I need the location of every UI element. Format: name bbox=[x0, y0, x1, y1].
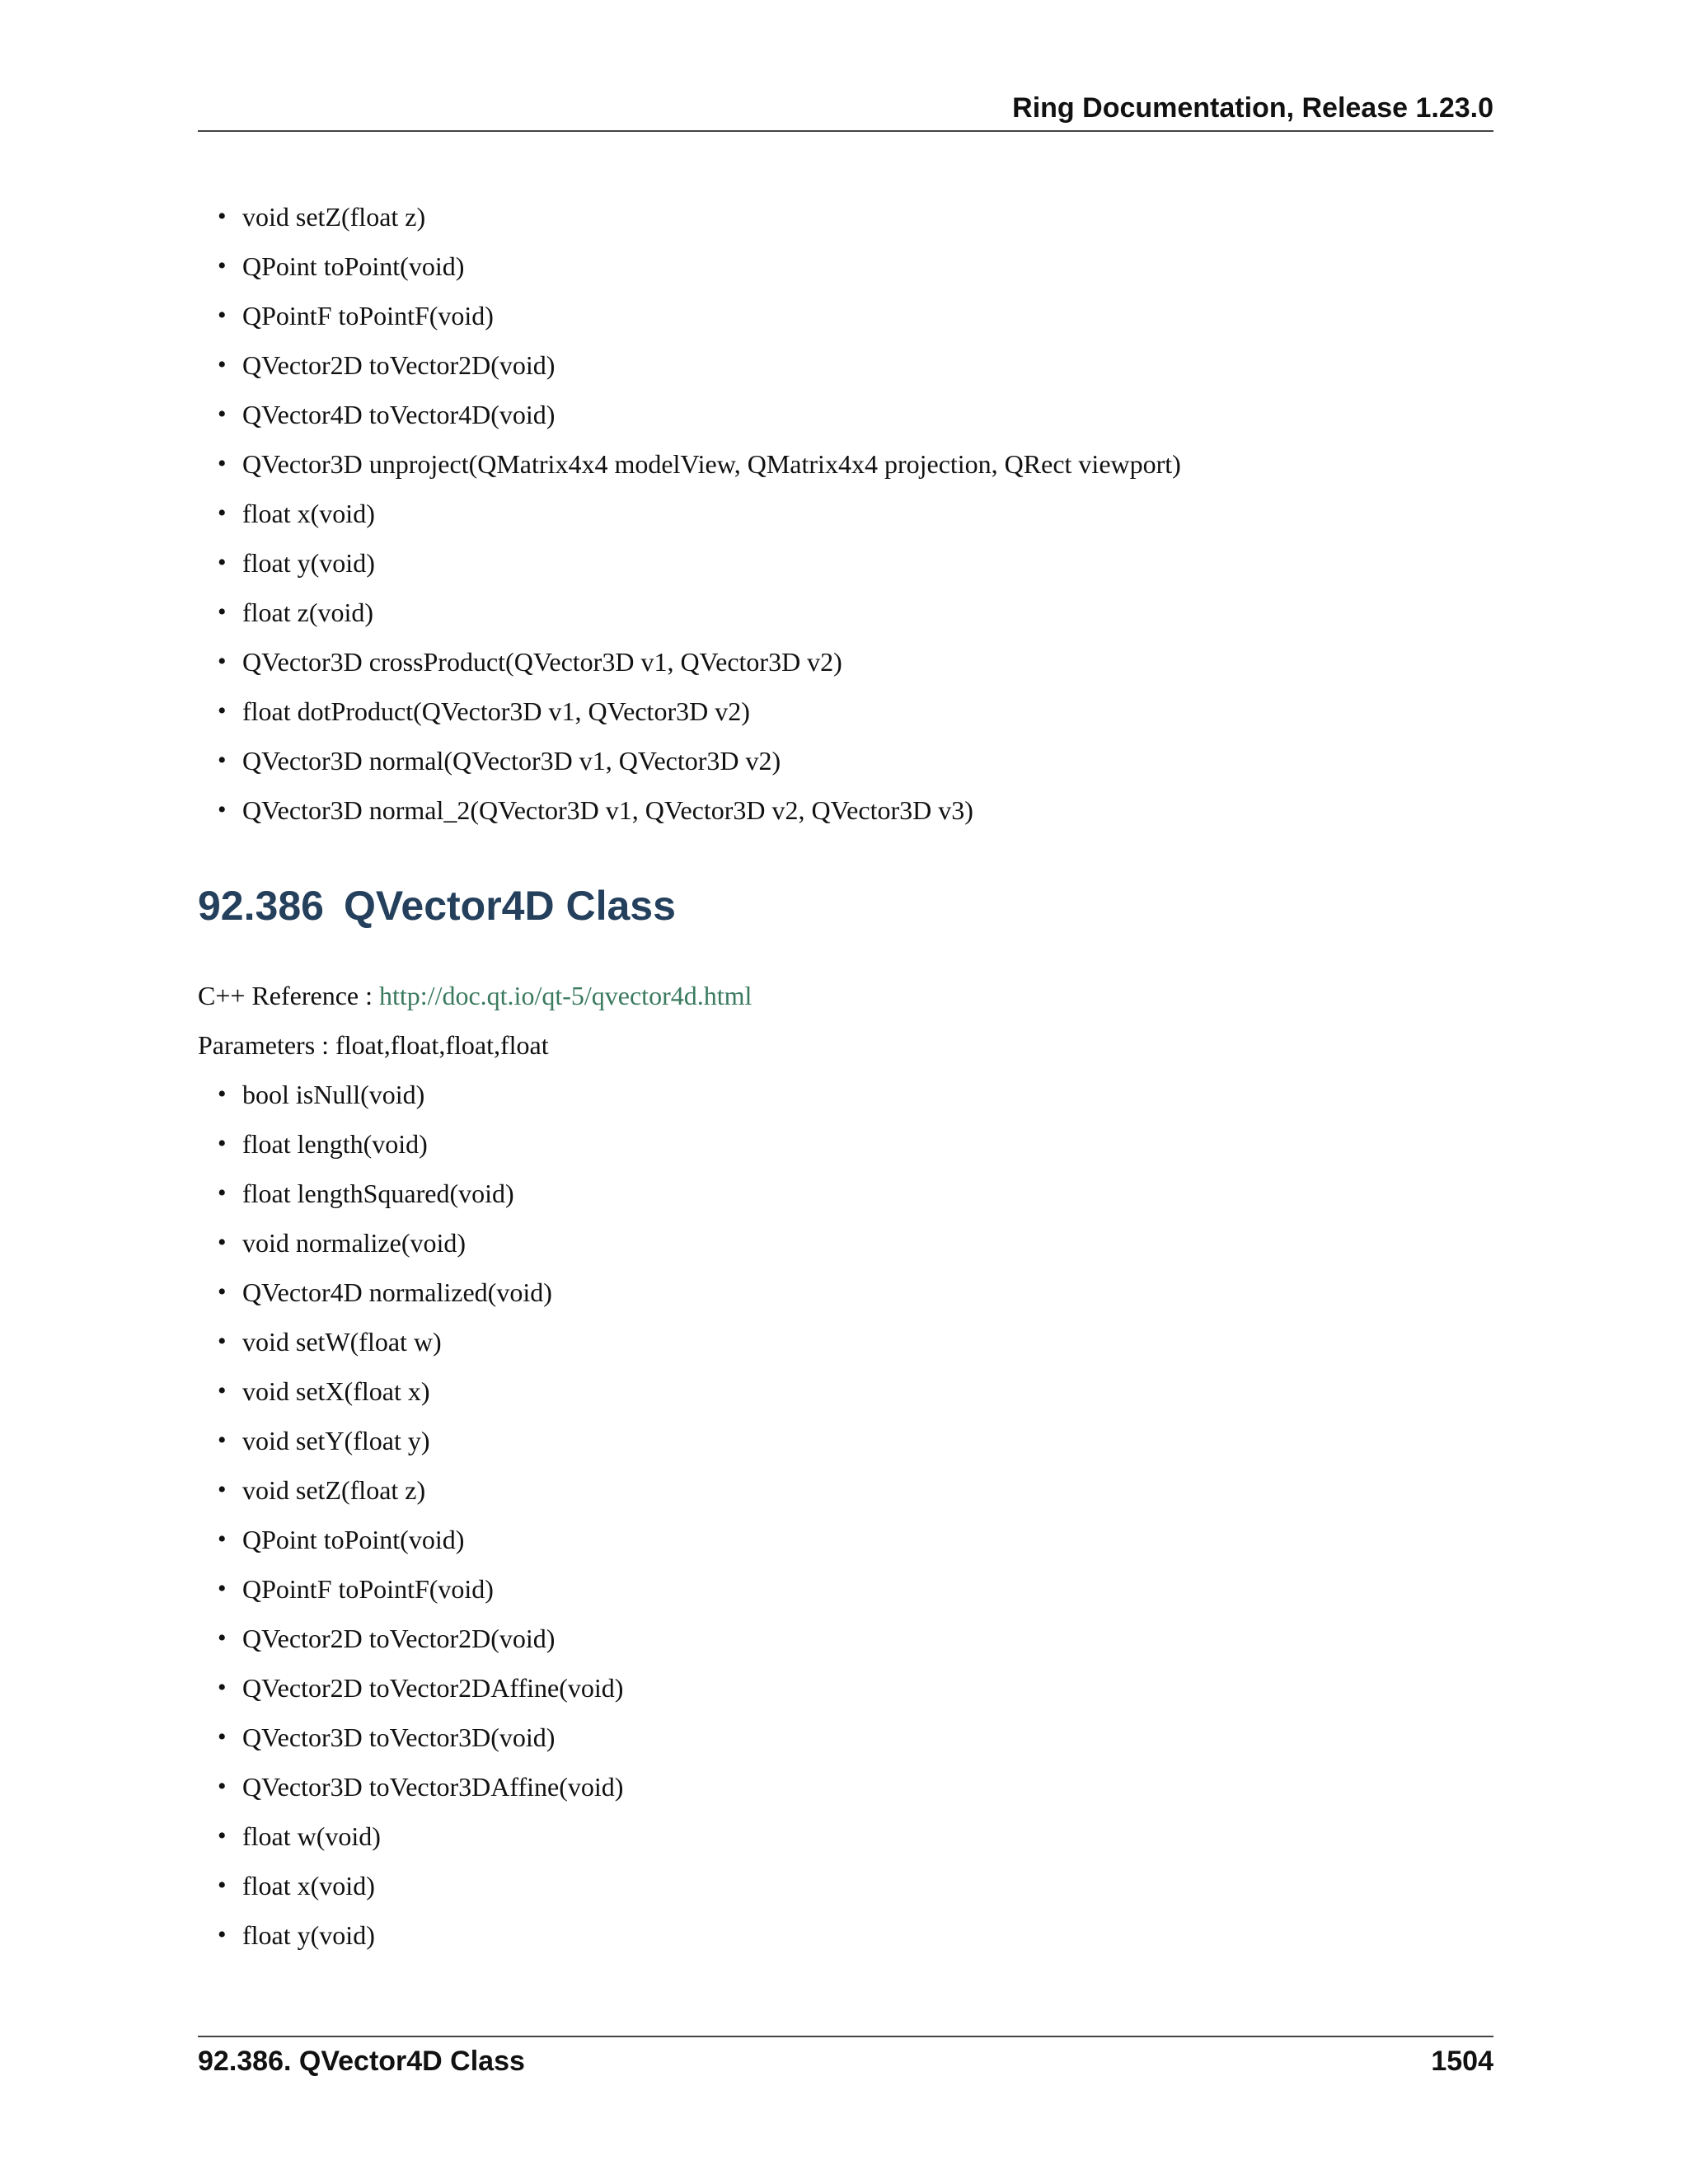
list-item bbox=[218, 1564, 1479, 1614]
list-item bbox=[218, 192, 1479, 241]
list-item bbox=[218, 241, 1479, 291]
method-signature: float w(void) bbox=[242, 1821, 381, 1851]
list-item bbox=[218, 1268, 1479, 1317]
method-signature: QVector4D toVector4D(void) bbox=[242, 400, 556, 429]
bullet-icon: • bbox=[218, 598, 227, 626]
method-signature: void setZ(float z) bbox=[242, 1475, 426, 1505]
bullet-icon: • bbox=[218, 1130, 227, 1157]
method-signature: void setY(float y) bbox=[242, 1426, 430, 1455]
list-item bbox=[218, 291, 1479, 340]
bullet-icon: • bbox=[218, 1229, 227, 1256]
bullet-icon: • bbox=[218, 747, 227, 774]
list-item bbox=[218, 538, 1479, 588]
method-signature: QVector2D toVector2D(void) bbox=[242, 1624, 556, 1653]
method-signature: QPointF toPointF(void) bbox=[242, 1574, 494, 1604]
method-signature: void setX(float x) bbox=[242, 1376, 430, 1406]
bullet-icon: • bbox=[218, 648, 227, 675]
section-title: QVector4D Class bbox=[343, 883, 676, 929]
list-item bbox=[218, 489, 1479, 538]
parameters-label: Parameters : bbox=[198, 1030, 330, 1060]
bullet-icon: • bbox=[218, 302, 227, 329]
method-signature: QVector4D normalized(void) bbox=[242, 1277, 552, 1307]
list-item bbox=[218, 687, 1479, 736]
list-item bbox=[218, 1515, 1479, 1564]
bullet-icon: • bbox=[218, 1476, 227, 1503]
list-item bbox=[218, 1119, 1479, 1169]
method-signature: QPointF toPointF(void) bbox=[242, 301, 494, 330]
method-signature: float x(void) bbox=[242, 1871, 375, 1900]
list-item bbox=[218, 1218, 1479, 1268]
bullet-icon: • bbox=[218, 1773, 227, 1800]
bullet-icon: • bbox=[218, 1575, 227, 1602]
bullet-icon: • bbox=[218, 1179, 227, 1207]
bullet-icon: • bbox=[218, 401, 227, 428]
bullet-icon: • bbox=[218, 450, 227, 477]
bullet-icon: • bbox=[218, 1723, 227, 1750]
method-list-qvector4d bbox=[218, 1070, 1479, 1960]
list-item bbox=[218, 1663, 1479, 1713]
list-item bbox=[218, 637, 1479, 687]
method-signature: void setW(float w) bbox=[242, 1327, 442, 1357]
bullet-icon: • bbox=[218, 796, 227, 823]
list-item bbox=[218, 1614, 1479, 1663]
list-item bbox=[218, 1861, 1479, 1910]
method-signature: float length(void) bbox=[242, 1129, 428, 1159]
bullet-icon: • bbox=[218, 1427, 227, 1454]
method-signature: float dotProduct(QVector3D v1, QVector3D v2) bbox=[242, 696, 750, 726]
list-item bbox=[218, 1713, 1479, 1762]
parameters-line bbox=[198, 1020, 549, 1070]
method-signature: void setZ(float z) bbox=[242, 202, 426, 232]
list-item bbox=[218, 736, 1479, 785]
method-signature: void normalize(void) bbox=[242, 1228, 467, 1258]
method-signature: QVector2D toVector2D(void) bbox=[242, 350, 556, 380]
method-signature: float z(void) bbox=[242, 598, 374, 627]
method-signature: QPoint toPoint(void) bbox=[242, 1525, 465, 1554]
method-signature: QPoint toPoint(void) bbox=[242, 251, 465, 281]
list-item bbox=[218, 1910, 1479, 1960]
method-signature: bool isNull(void) bbox=[242, 1080, 425, 1109]
list-item bbox=[218, 1070, 1479, 1119]
bullet-icon: • bbox=[218, 1822, 227, 1849]
bullet-icon: • bbox=[218, 1328, 227, 1355]
page-footer bbox=[198, 2036, 1493, 2087]
bullet-icon: • bbox=[218, 1674, 227, 1701]
bullet-icon: • bbox=[218, 351, 227, 378]
method-list-qvector3d bbox=[218, 192, 1479, 835]
list-item bbox=[218, 588, 1479, 637]
bullet-icon: • bbox=[218, 252, 227, 279]
document-title: Ring Documentation, Release 1.23.0 bbox=[1012, 92, 1493, 124]
list-item bbox=[218, 785, 1479, 835]
method-signature: QVector3D normal_2(QVector3D v1, QVector3D v2, QVector3D v3) bbox=[242, 795, 973, 825]
list-item bbox=[218, 1762, 1479, 1811]
bullet-icon: • bbox=[218, 499, 227, 527]
list-item bbox=[218, 1465, 1479, 1515]
bullet-icon: • bbox=[218, 203, 227, 230]
method-signature: float y(void) bbox=[242, 548, 375, 578]
bullet-icon: • bbox=[218, 1921, 227, 1948]
method-signature: QVector3D crossProduct(QVector3D v1, QVector3D v2) bbox=[242, 647, 842, 677]
method-signature: float x(void) bbox=[242, 499, 375, 528]
method-signature: QVector3D toVector3D(void) bbox=[242, 1722, 556, 1752]
bullet-icon: • bbox=[218, 1278, 227, 1305]
list-item bbox=[218, 1416, 1479, 1465]
bullet-icon: • bbox=[218, 697, 227, 724]
list-item bbox=[218, 340, 1479, 390]
method-signature: QVector3D normal(QVector3D v1, QVector3D v2) bbox=[242, 746, 781, 776]
bullet-icon: • bbox=[218, 1526, 227, 1553]
bullet-icon: • bbox=[218, 1080, 227, 1108]
reference-link[interactable]: http://doc.qt.io/qt-5/qvector4d.html bbox=[379, 981, 753, 1010]
section-heading bbox=[198, 882, 676, 930]
bullet-icon: • bbox=[218, 549, 227, 576]
page-header bbox=[198, 89, 1493, 132]
list-item bbox=[218, 1811, 1479, 1861]
list-item bbox=[218, 390, 1479, 439]
method-signature: QVector3D toVector3DAffine(void) bbox=[242, 1772, 624, 1802]
method-signature: float lengthSquared(void) bbox=[242, 1179, 514, 1208]
method-signature: QVector3D unproject(QMatrix4x4 modelView, QMatrix4x4 projection, QRect viewport) bbox=[242, 449, 1181, 479]
method-signature: QVector2D toVector2DAffine(void) bbox=[242, 1673, 624, 1703]
section-number: 92.386 bbox=[198, 883, 324, 929]
list-item bbox=[218, 1366, 1479, 1416]
list-item bbox=[218, 1169, 1479, 1218]
parameters-value: float,float,float,float bbox=[335, 1030, 549, 1060]
method-signature: float y(void) bbox=[242, 1920, 375, 1950]
list-item bbox=[218, 439, 1479, 489]
page-number: 1504 bbox=[1431, 2046, 1493, 2077]
bullet-icon: • bbox=[218, 1872, 227, 1899]
bullet-icon: • bbox=[218, 1624, 227, 1652]
list-item bbox=[218, 1317, 1479, 1366]
cpp-reference-line bbox=[198, 971, 752, 1020]
bullet-icon: • bbox=[218, 1377, 227, 1404]
reference-label: C++ Reference : bbox=[198, 981, 373, 1010]
footer-section-title: 92.386. QVector4D Class bbox=[198, 2046, 525, 2077]
